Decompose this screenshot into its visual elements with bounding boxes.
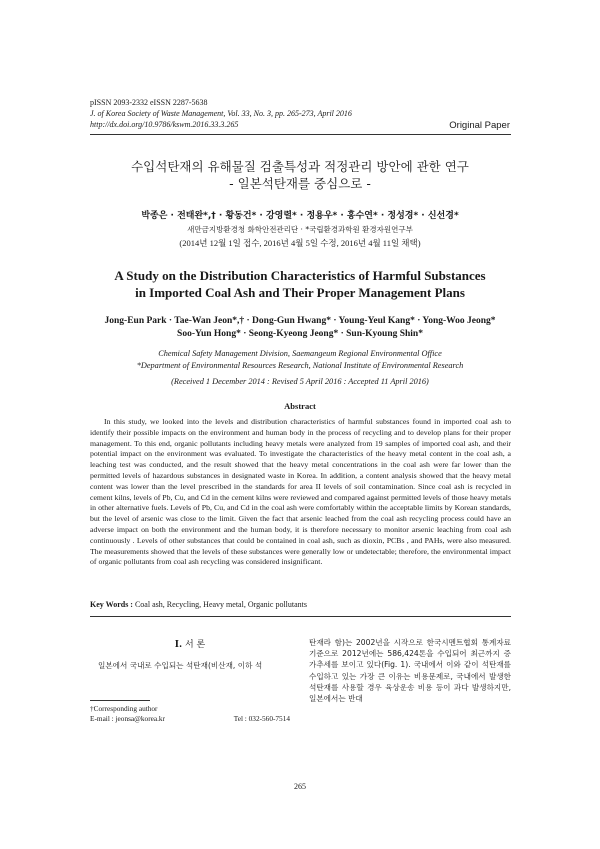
issn-line: pISSN 2093-2332 eISSN 2287-5638 (90, 98, 208, 107)
section-title: 서 론 (184, 640, 206, 650)
author-email: E-mail : jeonsa@korea.kr (90, 714, 165, 723)
abstract-heading: Abstract (284, 401, 316, 411)
korean-dates: (2014년 12월 1일 접수, 2016년 4월 5일 수정, 2016년 4월 11일 채택) (179, 238, 421, 248)
page-number: 265 (294, 782, 306, 791)
keywords-label: Key Words : (90, 600, 133, 609)
korean-title-sub: - 일본석탄재를 중심으로 - (229, 176, 371, 191)
paper-type-label: Original Paper (449, 120, 510, 131)
author-tel: Tel : 032-560-7514 (233, 714, 290, 723)
header-divider (90, 134, 511, 135)
english-title (60, 267, 540, 301)
body-left-paragraph: 일본에서 국내로 수입되는 석탄재(비산재, 이하 석 (98, 661, 263, 670)
korean-title (60, 158, 540, 192)
english-affiliation-2: *Department of Environmental Resources Research, National Institute of Environmental Research (136, 361, 464, 370)
keywords-divider (90, 616, 511, 617)
english-affiliation-1: Chemical Safety Management Division, Saemangeum Regional Environmental Office (158, 349, 442, 358)
footnote-divider (90, 700, 150, 701)
english-authors-line-1: Jong-Eun Park · Tae-Wan Jeon*,† · Dong-Gun Hwang* · Young-Yeul Kang* · Yong-Woo Jeong* (104, 316, 496, 326)
english-title-line-1: A Study on the Distribution Characteristics of Harmful Substances (114, 268, 486, 283)
keywords-text: Coal ash, Recycling, Heavy metal, Organic pollutants (134, 600, 307, 609)
doi-link[interactable]: http://dx.doi.org/10.9786/kswm.2016.33.3.265 (90, 120, 239, 129)
footnote (90, 704, 290, 724)
corresponding-author: †Corresponding author (90, 704, 158, 713)
english-authors-line-2: Soo-Yun Hong* · Seong-Kyeong Jeong* · Sun-Kyoung Shin* (177, 329, 423, 339)
keywords (90, 600, 511, 609)
korean-authors: 박종은 · 전태완*,† · 황동건* · 강영렬* · 정용우* · 홍수연* · 정성경* · 신선경* (141, 211, 459, 221)
english-authors (60, 315, 540, 341)
english-affiliations (60, 348, 540, 372)
journal-citation: J. of Korea Society of Waste Management, Vol. 33, No. 3, pp. 265-273, April 2016 (90, 109, 352, 118)
korean-title-main: 수입석탄재의 유해물질 검출특성과 적정관리 방안에 관한 연구 (131, 159, 469, 174)
section-number: I. (174, 640, 183, 650)
english-title-line-2: in Imported Coal Ash and Their Proper Management Plans (135, 285, 465, 300)
abstract-text: In this study, we looked into the levels and distribution characteristics of harmful substances found in imported coal ash to identify their possible impacts on the environment and human body in the process of recycling and to develop plans for their proper management. To this end, organic pollutants including heavy metals were analyzed from 19 samples of imported coal ash, and their potential impact on the environment was evaluated. To investigate the characteristics of the heavy metal content in the coal ash, a leaching test was conducted, and the result showed that the heavy metal concentrations in the coal ash were far lower than the permitted levels of hazardous substances in designated waste in Korea. In addition, a content analysis showed that the heavy metal content was lower than the level prescribed in the standards for area II levels of soil contamination. Since coal ash is recycled in cement kilns, levels of Pb, Cu, and Cd in the cement kilns were reviewed and compared against permitted levels of those heavy metals in other alternative fuels. Levels of Pb, Cu, and Cd in the coal ash were comfortably within the acceptable limits by Korean standards, but the level of arsenic was close to the limit. Given the fact that arsenic leached from the coal ash recycling process could have an adverse impact on both the environment and the human body, it is therefore necessary to monitor arsenic leaching from coal ash continuously . Levels of other substances that could be contained in coal ash, such as dioxin, PCBs , and PAHs, were also measured. The measurements showed that the levels of these substances were generally low or undetectable; therefore, the environmental impact of organic pollutants from coal ash recycling was considered insignificant. (90, 417, 511, 567)
korean-affiliations: 새만금지방환경청 화학안전관리단 · *국립환경과학원 환경자원연구부 (187, 225, 413, 234)
journal-header (90, 97, 352, 130)
body-right-paragraph: 탄재라 함)는 2002년을 시작으로 한국시멘트협회 통계자료 기준으로 2012년에는 586,424톤을 수입되어 최근까지 증가추세를 보이고 있다(Fig. 1). 국내에서 이와 같이 석탄재를 수입하고 있는 가장 큰 이유는 비용문제로, 국내에서 발생한 석탄재를 사용할 경우 육상운송 비용 등이 과다 발생하지만, 일본에서는 반대 (309, 638, 511, 704)
section-heading (90, 637, 290, 650)
english-dates: (Received 1 December 2014 : Revised 5 April 2016 : Accepted 11 April 2016) (171, 377, 429, 386)
